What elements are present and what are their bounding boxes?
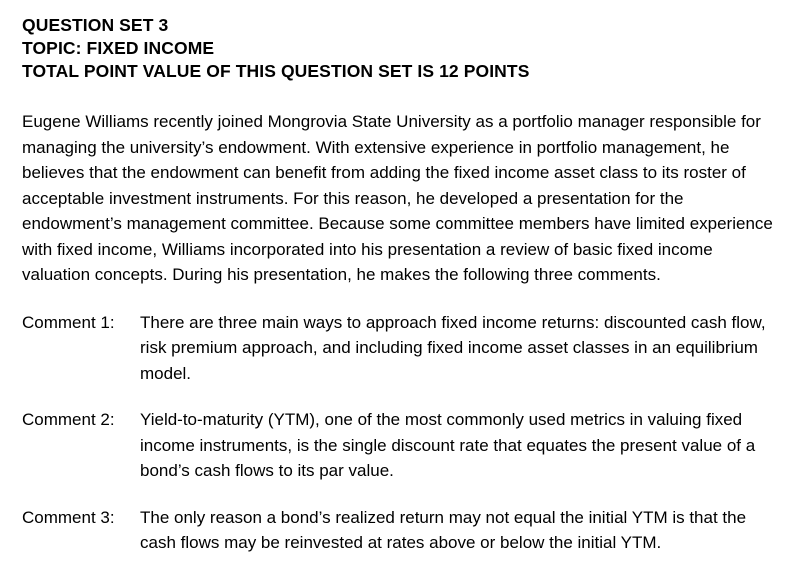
comment-text: There are three main ways to approach fixed income returns: discounted cash flow, risk premium approach, and including fixed income asset classes in an equilibrium model. [140,312,766,383]
comment-label: Comment 1: [22,312,115,332]
question-set-heading [22,14,774,83]
heading-line-point-value: TOTAL POINT VALUE OF THIS QUESTION SET IS 12 POINTS [22,61,530,81]
comments-list [22,310,774,556]
heading-line-question-set: QUESTION SET 3 [22,15,169,35]
comment-text: The only reason a bond’s realized return may not equal the initial YTM is that the cash flows may be reinvested at rates above or below the initial YTM. [140,507,747,552]
comment-label: Comment 2: [22,410,115,429]
comment-item [22,407,774,484]
comment-item [22,505,774,556]
comment-label: Comment 3: [22,507,115,527]
comment-item [22,310,774,387]
heading-line-topic: TOPIC: FIXED INCOME [22,38,215,58]
comment-text: Yield-to-maturity (YTM), one of the most commonly used metrics in valuing fixed income instruments, is the single discount rate that equates the present value of a bond’s cash flows to its par value. [140,410,756,480]
vignette-paragraph: Eugene Williams recently joined Mongrovia State University as a portfolio manager responsible for managing the university’s endowment. With extensive experience in portfolio management, he believes that the endowment can benefit from adding the fixed income asset class to its roster of acceptable investment instruments. For this reason, he developed a presentation for the endowment’s management committee. Because some committee members have limited experience with fixed income, Williams incorporated into his presentation a review of basic fixed income valuation concepts. During his presentation, he makes the following three comments. [22,112,773,284]
